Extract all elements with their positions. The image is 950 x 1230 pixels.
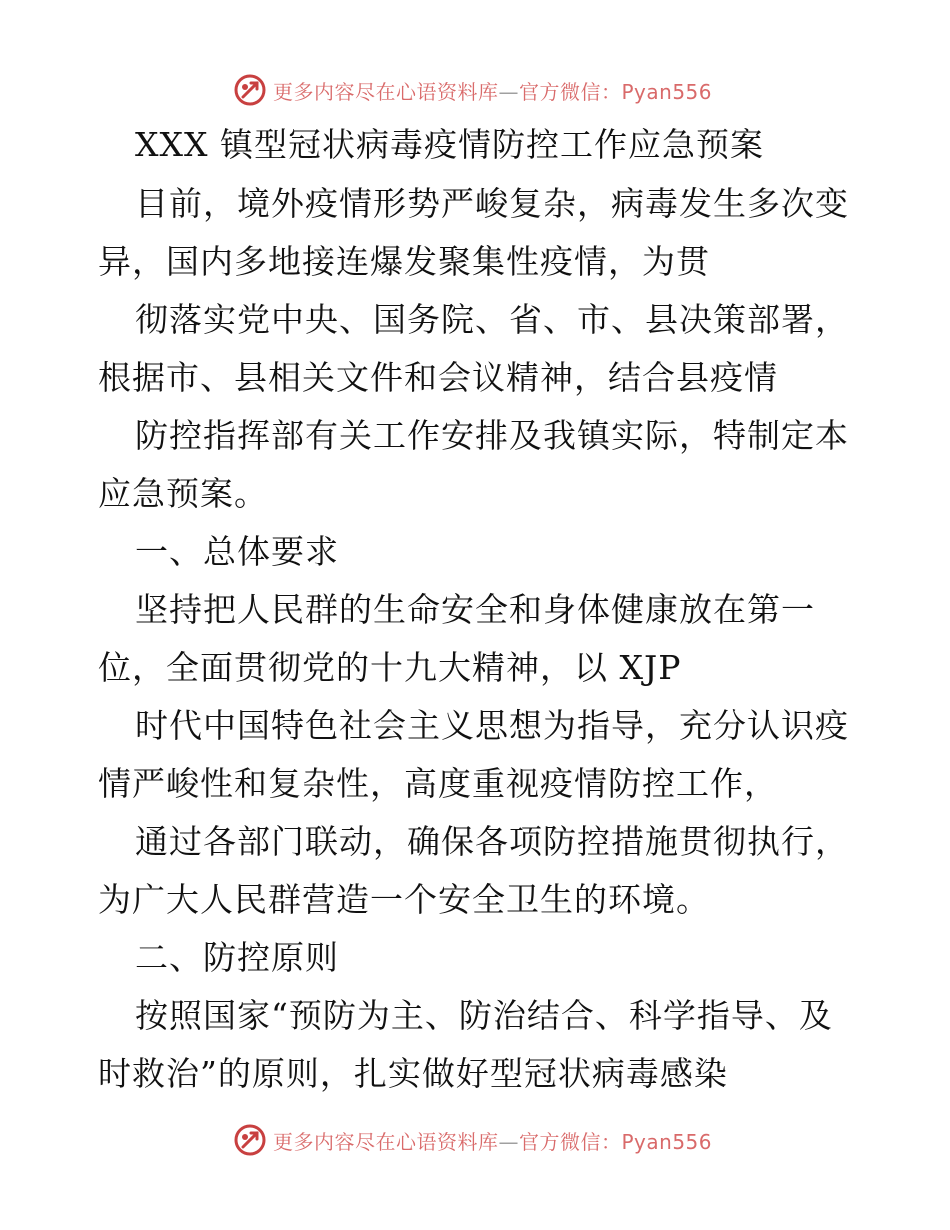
brand-logo-icon xyxy=(233,1123,267,1157)
section-heading: 一、总体要求 xyxy=(135,532,339,571)
watermark-separator: — xyxy=(498,1129,519,1154)
watermark-text xyxy=(273,76,712,105)
watermark-contact-id: Pyan556 xyxy=(621,1129,713,1154)
paragraph-line: 异，国内多地接连爆发聚集性疫情，为贯 xyxy=(98,242,710,281)
watermark-contact-label: 官方微信： xyxy=(519,79,622,104)
watermark-brand: 更多内容尽在心语资料库 xyxy=(273,1129,499,1154)
paragraph-line: 按照国家“预防为主、防治结合、科学指导、及 xyxy=(135,996,833,1035)
paragraph-line: 时救治”的原则，扎实做好型冠状病毒感染 xyxy=(98,1054,728,1093)
paragraph-line: 坚持把人民群的生命安全和身体健康放在第一 xyxy=(135,590,815,629)
watermark-separator: — xyxy=(498,79,519,104)
document-title: XXX 镇型冠状病毒疫情防控工作应急预案 xyxy=(135,125,764,164)
paragraph-line: 目前，境外疫情形势严峻复杂，病毒发生多次变 xyxy=(135,184,849,223)
paragraph-line: 为广大人民群营造一个安全卫生的环境。 xyxy=(98,880,710,919)
watermark-brand: 更多内容尽在心语资料库 xyxy=(273,79,499,104)
watermark-text xyxy=(273,1126,712,1155)
paragraph-line: 应急预案。 xyxy=(98,474,268,513)
paragraph-line: 彻落实党中央、国务院、省、市、县决策部署， xyxy=(135,300,849,339)
brand-logo-icon xyxy=(233,73,267,107)
watermark-footer xyxy=(233,1122,712,1158)
watermark-contact-label: 官方微信： xyxy=(519,1129,622,1154)
watermark-contact-id: Pyan556 xyxy=(621,79,713,104)
paragraph-line: 防控指挥部有关工作安排及我镇实际，特制定本 xyxy=(135,416,849,455)
paragraph-line: 时代中国特色社会主义思想为指导，充分认识疫 xyxy=(135,706,849,745)
paragraph-line: 情严峻性和复杂性，高度重视疫情防控工作， xyxy=(98,764,778,803)
paragraph-line: 通过各部门联动，确保各项防控措施贯彻执行， xyxy=(135,822,849,861)
paragraph-line: 位，全面贯彻党的十九大精神，以 XJP xyxy=(98,648,682,687)
watermark-header xyxy=(233,72,712,108)
section-heading: 二、防控原则 xyxy=(135,938,339,977)
paragraph-line: 根据市、县相关文件和会议精神，结合县疫情 xyxy=(98,358,778,397)
